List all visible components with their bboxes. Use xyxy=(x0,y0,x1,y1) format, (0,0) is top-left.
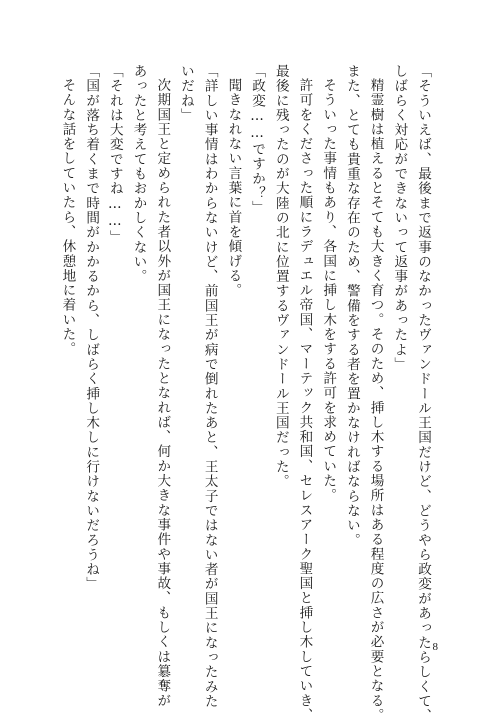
text-line: 精霊樹は植えるとそても大きく育つ。そのため、挿し木する場所はある程度の広さが必要となる。 xyxy=(367,77,384,723)
text-line: 次期国王と定められた者以外が国王になったとなれば、何か大きな事件や事故、もしくは簒奪が xyxy=(154,77,171,708)
text-line: 許可をくださった順にラデュエル帝国、マーテック共和国、セレスアーク聖国と挿し木していき、 xyxy=(296,77,313,723)
text-line: 「国が落ち着くまで時間がかかるから、しばらく挿し木しに行けないだろうね」 xyxy=(83,64,100,592)
text-line: 最後に残ったのが大陸の北に位置するヴァンドール王国だった。 xyxy=(272,64,289,489)
text-line: 「詳しい事情はわからないけど、前国王が病で倒れたあと、王太子ではない者が国王になったみた xyxy=(201,64,218,709)
text-line: 聞きなれない言葉に首を傾げる。 xyxy=(225,77,242,298)
text-line: いだね」 xyxy=(177,64,194,123)
vertical-text-block xyxy=(55,64,434,723)
text-line: そんな話をしていたら、休憩地に着いた。 xyxy=(59,77,76,356)
text-line: 「政変……ですか？」 xyxy=(249,64,266,216)
text-line: しばらく対応ができないって返事があったよ」 xyxy=(391,64,408,372)
text-line: 「そういえば、最後まで返事のなかったヴァンドール王国だけど、どうやら政変があったらしくて、 xyxy=(415,64,431,723)
text-line: そういった事情もあり、各国に挿し木をする許可を求めていた。 xyxy=(320,77,337,503)
text-line: また、とても貴重な存在のため、警備をする者を置かなければならない。 xyxy=(343,64,360,548)
text-line: あったと考えてもおかしくない。 xyxy=(130,64,147,284)
page-number: 8 xyxy=(432,641,438,653)
text-line: 「それは大変ですね……」 xyxy=(106,64,123,245)
